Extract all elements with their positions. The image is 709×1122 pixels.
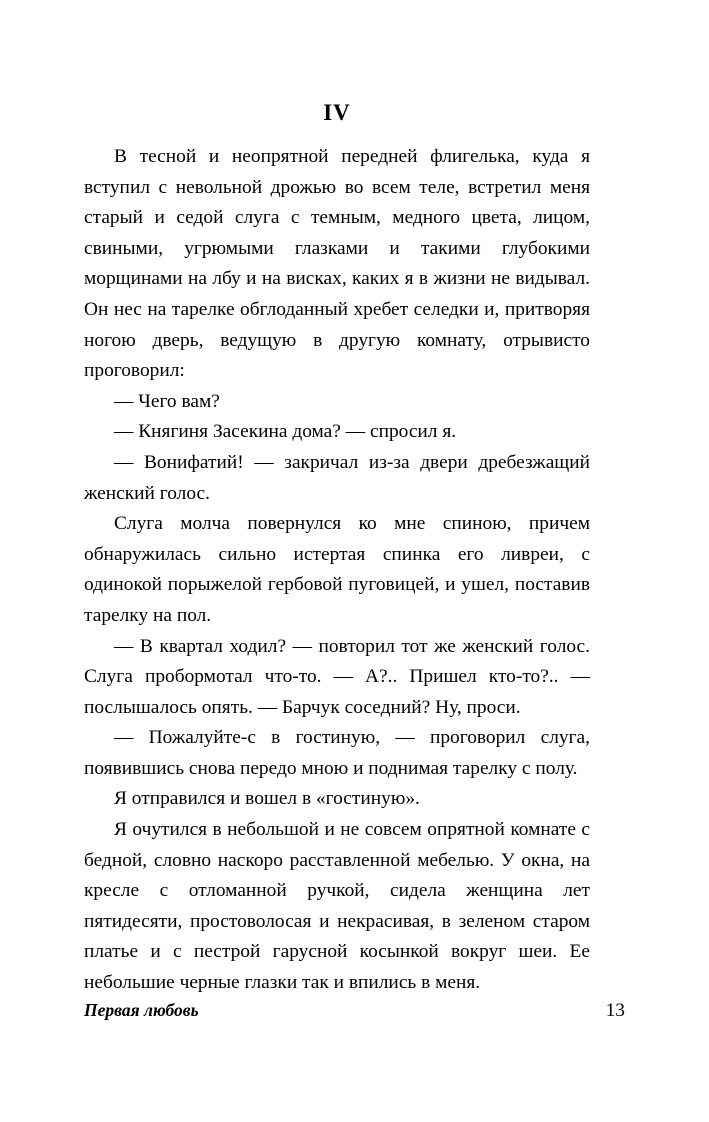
paragraph-4: — Вонифатий! — закричал из-за двери дребезжащий женский голос.: [84, 451, 590, 504]
paragraph-8: Я отправился и вошел в «гостиную».: [114, 788, 420, 810]
paragraph-5: Слуга молча повернулся ко мне спиною, причем обнаружилась сильно истертая спинка его ливреи, с одинокой порыжелой гербовой пуговицей, и ушел, поставив тарелку на пол.: [84, 513, 590, 626]
paragraph-2: — Чего вам?: [114, 390, 220, 412]
paragraph-6: — В квартал ходил? — повторил тот же женский голос. Слуга пробормотал что-то. — А?.. Пришел кто-то?.. — послышалось опять. — Барчук соседний? Ну, проси.: [84, 635, 590, 718]
paragraph-7: — Пожалуйте-с в гостиную, — проговорил слуга, появившись снова передо мною и поднимая тарелку с полу.: [84, 727, 590, 779]
running-title: Первая любовь: [84, 1000, 199, 1020]
chapter-number: IV: [323, 100, 351, 125]
paragraph-9: Я очутился в небольшой и не совсем опрятной комнате с бедной, словно наскоро расставленной мебелью. У окна, на кресле с отломанной ручкой, сидела женщина лет пятидесяти, простоволосая и некрасивая, в зеленом старом платье и с пестрой гарусной косынкой вокруг шеи. Ее небольшие черные глазки так и впились в меня.: [84, 819, 590, 994]
paragraph-3: — Княгиня Засекина дома? — спросил я.: [114, 421, 457, 443]
page-content: [84, 100, 590, 999]
page-number: 13: [605, 1000, 625, 1021]
body-text: [84, 142, 590, 999]
paragraph-1: В тесной и неопрятной передней флигелька, куда я вступил с невольной дрожью во всем теле, встретил меня старый и седой слуга с темным, медного цвета, лицом, свиными, угрюмыми глазками и такими глубокими морщинами на лбу и на висках, каких я в жизни не видывал. Он нес на тарелке обглоданный хребет селедки и, притворяя ногою дверь, ведущую в другую комнату, отрывисто проговорил:: [84, 146, 590, 382]
page-footer: [84, 1000, 625, 1022]
